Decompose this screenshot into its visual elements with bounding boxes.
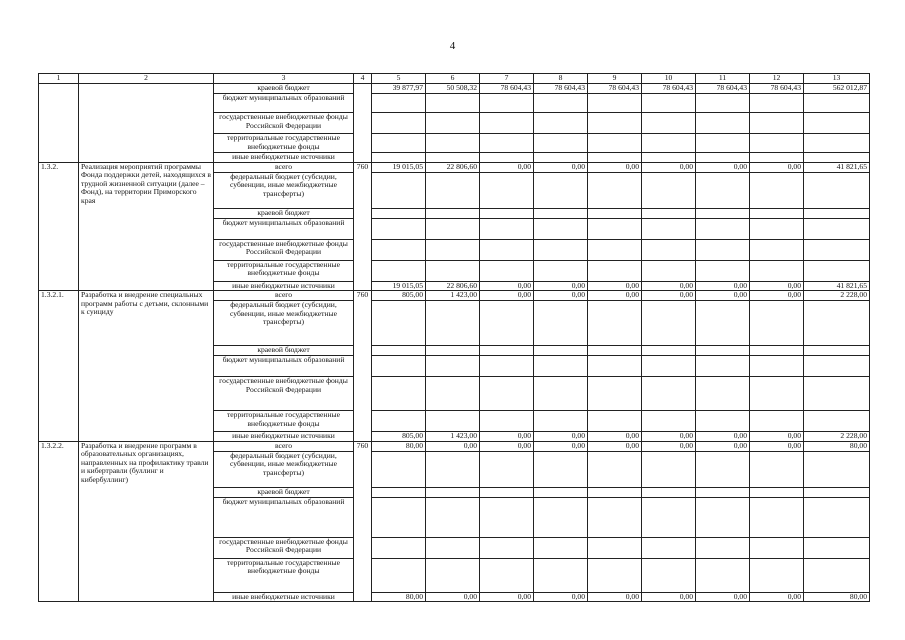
total-value bbox=[804, 356, 870, 377]
column-header: 2 bbox=[79, 74, 214, 84]
total-value bbox=[804, 94, 870, 113]
total-value: 41 821,65 bbox=[804, 162, 870, 172]
column-header: 9 bbox=[588, 74, 642, 84]
year-value bbox=[372, 487, 426, 497]
year-value bbox=[426, 558, 480, 592]
column-header: 1 bbox=[39, 74, 79, 84]
year-value bbox=[372, 239, 426, 260]
total-value bbox=[804, 497, 870, 537]
funding-source: краевой бюджет bbox=[214, 346, 354, 356]
year-value bbox=[372, 260, 426, 281]
year-value bbox=[480, 153, 534, 163]
year-value bbox=[534, 558, 588, 592]
year-value bbox=[750, 260, 804, 281]
total-value: 2 228,00 bbox=[804, 291, 870, 301]
year-value bbox=[750, 537, 804, 558]
year-value: 805,00 bbox=[372, 432, 426, 442]
total-value bbox=[804, 218, 870, 239]
total-value bbox=[804, 537, 870, 558]
item-code bbox=[39, 84, 79, 163]
total-value: 562 012,87 bbox=[804, 84, 870, 94]
year-value bbox=[696, 239, 750, 260]
year-value: 80,00 bbox=[372, 441, 426, 451]
table-row bbox=[39, 441, 870, 451]
total-value bbox=[804, 208, 870, 218]
total-value bbox=[804, 239, 870, 260]
year-value bbox=[642, 487, 696, 497]
year-value: 78 604,43 bbox=[750, 84, 804, 94]
year-value bbox=[696, 208, 750, 218]
year-value: 1 423,00 bbox=[426, 291, 480, 301]
year-value: 0,00 bbox=[642, 291, 696, 301]
year-value bbox=[534, 153, 588, 163]
year-value: 0,00 bbox=[696, 291, 750, 301]
year-value: 0,00 bbox=[480, 441, 534, 451]
year-value bbox=[588, 113, 642, 134]
year-value bbox=[480, 487, 534, 497]
year-value bbox=[372, 113, 426, 134]
year-value bbox=[426, 172, 480, 208]
year-value bbox=[588, 260, 642, 281]
year-value bbox=[426, 346, 480, 356]
year-value bbox=[642, 239, 696, 260]
year-value: 0,00 bbox=[534, 441, 588, 451]
year-value bbox=[588, 497, 642, 537]
item-title: Разработка и внедрение программ в образовательных организациях, направленных на профилактику травли и кибертравли (буллинг и кибербуллинг) bbox=[79, 441, 214, 602]
year-value bbox=[426, 218, 480, 239]
year-value bbox=[426, 94, 480, 113]
year-value bbox=[642, 451, 696, 487]
year-value: 1 423,00 bbox=[426, 432, 480, 442]
year-value: 0,00 bbox=[534, 281, 588, 291]
column-header: 4 bbox=[354, 74, 372, 84]
year-value bbox=[534, 301, 588, 346]
year-value bbox=[588, 356, 642, 377]
year-value bbox=[750, 346, 804, 356]
year-value: 0,00 bbox=[696, 281, 750, 291]
year-value bbox=[534, 537, 588, 558]
year-value: 0,00 bbox=[642, 162, 696, 172]
year-value: 0,00 bbox=[642, 432, 696, 442]
year-value: 0,00 bbox=[588, 592, 642, 602]
total-value: 2 228,00 bbox=[804, 432, 870, 442]
total-value bbox=[804, 260, 870, 281]
funding-source: территориальные государственные внебюджетные фонды bbox=[214, 411, 354, 432]
year-value: 0,00 bbox=[480, 162, 534, 172]
year-value: 0,00 bbox=[534, 291, 588, 301]
year-value bbox=[588, 346, 642, 356]
year-value bbox=[750, 301, 804, 346]
item-title: Разработка и внедрение специальных программ работы с детьми, склонными к суициду bbox=[79, 291, 214, 442]
year-value: 0,00 bbox=[588, 291, 642, 301]
year-value bbox=[750, 218, 804, 239]
year-value: 80,00 bbox=[372, 592, 426, 602]
year-value bbox=[480, 239, 534, 260]
total-value bbox=[804, 134, 870, 153]
funding-source: государственные внебюджетные фонды Российской Федерации bbox=[214, 377, 354, 411]
year-value bbox=[534, 134, 588, 153]
year-value bbox=[372, 497, 426, 537]
table-body bbox=[39, 84, 870, 602]
column-header: 12 bbox=[750, 74, 804, 84]
year-value bbox=[696, 451, 750, 487]
year-value bbox=[642, 377, 696, 411]
year-value: 78 604,43 bbox=[534, 84, 588, 94]
year-value: 0,00 bbox=[480, 592, 534, 602]
year-value: 0,00 bbox=[696, 432, 750, 442]
year-value bbox=[480, 346, 534, 356]
year-value bbox=[372, 451, 426, 487]
year-value bbox=[534, 346, 588, 356]
year-value bbox=[588, 218, 642, 239]
year-value: 0,00 bbox=[750, 291, 804, 301]
year-value bbox=[426, 301, 480, 346]
total-value bbox=[804, 377, 870, 411]
page-number: 4 bbox=[449, 40, 456, 52]
funding-source: государственные внебюджетные фонды Российской Федерации bbox=[214, 239, 354, 260]
column-header: 7 bbox=[480, 74, 534, 84]
column-header: 13 bbox=[804, 74, 870, 84]
year-value: 0,00 bbox=[750, 162, 804, 172]
year-value bbox=[696, 301, 750, 346]
year-value: 50 508,32 bbox=[426, 84, 480, 94]
year-value bbox=[480, 94, 534, 113]
year-value bbox=[426, 239, 480, 260]
year-value bbox=[696, 346, 750, 356]
year-value bbox=[426, 487, 480, 497]
year-value bbox=[642, 356, 696, 377]
year-value bbox=[750, 356, 804, 377]
year-value bbox=[696, 377, 750, 411]
funding-source: всего bbox=[214, 291, 354, 301]
total-value bbox=[804, 411, 870, 432]
year-value bbox=[480, 558, 534, 592]
year-value bbox=[372, 558, 426, 592]
total-value bbox=[804, 487, 870, 497]
year-value bbox=[750, 153, 804, 163]
year-value: 19 015,05 bbox=[372, 281, 426, 291]
year-value bbox=[426, 537, 480, 558]
year-value bbox=[480, 356, 534, 377]
year-value: 0,00 bbox=[696, 441, 750, 451]
item-title bbox=[79, 84, 214, 163]
total-value: 41 821,65 bbox=[804, 281, 870, 291]
year-value bbox=[426, 134, 480, 153]
column-header: 8 bbox=[534, 74, 588, 84]
year-value bbox=[372, 153, 426, 163]
year-value: 805,00 bbox=[372, 291, 426, 301]
year-value bbox=[372, 411, 426, 432]
year-value bbox=[588, 451, 642, 487]
year-value bbox=[534, 356, 588, 377]
year-value bbox=[372, 301, 426, 346]
year-value: 0,00 bbox=[750, 432, 804, 442]
year-value bbox=[750, 487, 804, 497]
year-value: 0,00 bbox=[588, 162, 642, 172]
year-value bbox=[696, 487, 750, 497]
year-value bbox=[480, 411, 534, 432]
year-value bbox=[696, 260, 750, 281]
year-value bbox=[534, 94, 588, 113]
funding-source: краевой бюджет bbox=[214, 208, 354, 218]
ministry-code bbox=[354, 84, 372, 163]
table-header-row bbox=[39, 74, 870, 84]
year-value bbox=[588, 377, 642, 411]
year-value bbox=[534, 218, 588, 239]
year-value bbox=[696, 134, 750, 153]
year-value bbox=[372, 537, 426, 558]
year-value bbox=[480, 377, 534, 411]
year-value: 0,00 bbox=[534, 162, 588, 172]
year-value: 0,00 bbox=[588, 281, 642, 291]
year-value bbox=[696, 356, 750, 377]
year-value bbox=[534, 172, 588, 208]
year-value bbox=[642, 218, 696, 239]
funding-source: иные внебюджетные источники bbox=[214, 592, 354, 602]
year-value bbox=[588, 301, 642, 346]
table-row bbox=[39, 291, 870, 301]
year-value bbox=[480, 218, 534, 239]
year-value bbox=[588, 94, 642, 113]
year-value bbox=[534, 239, 588, 260]
year-value bbox=[480, 134, 534, 153]
year-value bbox=[426, 153, 480, 163]
year-value bbox=[534, 497, 588, 537]
year-value bbox=[534, 208, 588, 218]
year-value bbox=[534, 377, 588, 411]
year-value bbox=[426, 377, 480, 411]
year-value bbox=[750, 134, 804, 153]
year-value: 0,00 bbox=[426, 441, 480, 451]
total-value bbox=[804, 558, 870, 592]
funding-source: бюджет муниципальных образований bbox=[214, 356, 354, 377]
year-value: 0,00 bbox=[480, 291, 534, 301]
year-value bbox=[642, 134, 696, 153]
total-value bbox=[804, 153, 870, 163]
year-value bbox=[372, 356, 426, 377]
year-value bbox=[642, 497, 696, 537]
year-value bbox=[534, 260, 588, 281]
year-value bbox=[642, 558, 696, 592]
funding-source: бюджет муниципальных образований bbox=[214, 497, 354, 537]
year-value bbox=[480, 497, 534, 537]
year-value bbox=[426, 208, 480, 218]
year-value bbox=[534, 113, 588, 134]
year-value bbox=[642, 208, 696, 218]
funding-source: иные внебюджетные источники bbox=[214, 281, 354, 291]
year-value: 78 604,43 bbox=[588, 84, 642, 94]
total-value bbox=[804, 346, 870, 356]
year-value bbox=[372, 346, 426, 356]
year-value: 0,00 bbox=[642, 441, 696, 451]
year-value bbox=[696, 94, 750, 113]
total-value bbox=[804, 113, 870, 134]
year-value: 39 877,97 bbox=[372, 84, 426, 94]
year-value bbox=[534, 451, 588, 487]
year-value bbox=[750, 94, 804, 113]
year-value bbox=[426, 356, 480, 377]
year-value bbox=[588, 537, 642, 558]
year-value bbox=[696, 497, 750, 537]
year-value: 0,00 bbox=[534, 432, 588, 442]
year-value: 0,00 bbox=[480, 281, 534, 291]
year-value bbox=[750, 172, 804, 208]
year-value bbox=[750, 411, 804, 432]
year-value bbox=[426, 411, 480, 432]
funding-source: государственные внебюджетные фонды Российской Федерации bbox=[214, 537, 354, 558]
year-value bbox=[480, 260, 534, 281]
ministry-code: 760 bbox=[354, 162, 372, 291]
funding-source: всего bbox=[214, 162, 354, 172]
funding-source: территориальные государственные внебюджетные фонды bbox=[214, 260, 354, 281]
year-value: 78 604,43 bbox=[696, 84, 750, 94]
year-value bbox=[372, 218, 426, 239]
year-value bbox=[642, 346, 696, 356]
year-value bbox=[750, 558, 804, 592]
year-value bbox=[480, 301, 534, 346]
year-value bbox=[372, 208, 426, 218]
total-value: 80,00 bbox=[804, 441, 870, 451]
funding-source: краевой бюджет bbox=[214, 487, 354, 497]
year-value: 0,00 bbox=[696, 162, 750, 172]
year-value bbox=[372, 172, 426, 208]
year-value: 0,00 bbox=[426, 592, 480, 602]
year-value bbox=[588, 208, 642, 218]
year-value bbox=[642, 172, 696, 208]
item-code: 1.3.2.2. bbox=[39, 441, 79, 602]
year-value bbox=[588, 172, 642, 208]
year-value bbox=[588, 487, 642, 497]
year-value bbox=[750, 497, 804, 537]
item-title: Реализация мероприятий программы Фонда поддержки детей, находящихся в трудной жизненной ситуации (далее – Фонд), на территории Приморского края bbox=[79, 162, 214, 291]
year-value bbox=[642, 260, 696, 281]
year-value bbox=[480, 113, 534, 134]
table-row bbox=[39, 84, 870, 94]
year-value: 78 604,43 bbox=[480, 84, 534, 94]
year-value bbox=[696, 153, 750, 163]
year-value bbox=[372, 94, 426, 113]
item-code: 1.3.2. bbox=[39, 162, 79, 291]
funding-source: иные внебюджетные источники bbox=[214, 432, 354, 442]
year-value bbox=[696, 537, 750, 558]
year-value bbox=[426, 113, 480, 134]
table-row bbox=[39, 162, 870, 172]
year-value bbox=[426, 497, 480, 537]
year-value bbox=[480, 451, 534, 487]
funding-source: всего bbox=[214, 441, 354, 451]
year-value bbox=[642, 113, 696, 134]
year-value bbox=[588, 558, 642, 592]
year-value: 0,00 bbox=[480, 432, 534, 442]
year-value bbox=[750, 377, 804, 411]
year-value bbox=[642, 153, 696, 163]
column-header: 11 bbox=[696, 74, 750, 84]
year-value: 22 806,60 bbox=[426, 162, 480, 172]
year-value bbox=[642, 411, 696, 432]
year-value bbox=[426, 451, 480, 487]
year-value bbox=[588, 411, 642, 432]
year-value: 0,00 bbox=[534, 592, 588, 602]
funding-source: федеральный бюджет (субсидии, субвенции, иные межбюджетные трансферты) bbox=[214, 301, 354, 346]
total-value bbox=[804, 301, 870, 346]
year-value bbox=[534, 411, 588, 432]
total-value bbox=[804, 172, 870, 208]
year-value: 0,00 bbox=[588, 432, 642, 442]
year-value: 78 604,43 bbox=[642, 84, 696, 94]
year-value: 0,00 bbox=[750, 281, 804, 291]
year-value: 0,00 bbox=[696, 592, 750, 602]
column-header: 3 bbox=[214, 74, 354, 84]
item-code: 1.3.2.1. bbox=[39, 291, 79, 442]
year-value bbox=[588, 153, 642, 163]
budget-table bbox=[38, 73, 870, 602]
year-value bbox=[642, 537, 696, 558]
funding-source: федеральный бюджет (субсидии, субвенции, иные межбюджетные трансферты) bbox=[214, 451, 354, 487]
funding-source: краевой бюджет bbox=[214, 84, 354, 94]
year-value: 0,00 bbox=[642, 281, 696, 291]
year-value bbox=[372, 377, 426, 411]
funding-source: иные внебюджетные источники bbox=[214, 153, 354, 163]
year-value bbox=[696, 411, 750, 432]
year-value: 0,00 bbox=[642, 592, 696, 602]
year-value bbox=[642, 94, 696, 113]
total-value bbox=[804, 451, 870, 487]
year-value bbox=[480, 537, 534, 558]
column-header: 5 bbox=[372, 74, 426, 84]
funding-source: федеральный бюджет (субсидии, субвенции, иные межбюджетные трансферты) bbox=[214, 172, 354, 208]
year-value bbox=[696, 172, 750, 208]
year-value bbox=[696, 558, 750, 592]
year-value bbox=[642, 301, 696, 346]
year-value bbox=[480, 208, 534, 218]
year-value bbox=[534, 487, 588, 497]
year-value: 0,00 bbox=[750, 441, 804, 451]
year-value: 0,00 bbox=[588, 441, 642, 451]
total-value: 80,00 bbox=[804, 592, 870, 602]
funding-source: территориальные государственные внебюджетные фонды bbox=[214, 134, 354, 153]
funding-source: территориальные государственные внебюджетные фонды bbox=[214, 558, 354, 592]
year-value bbox=[588, 134, 642, 153]
year-value bbox=[696, 113, 750, 134]
year-value: 0,00 bbox=[750, 592, 804, 602]
year-value bbox=[750, 239, 804, 260]
year-value bbox=[750, 451, 804, 487]
ministry-code: 760 bbox=[354, 291, 372, 442]
funding-source: бюджет муниципальных образований bbox=[214, 94, 354, 113]
year-value bbox=[750, 208, 804, 218]
year-value bbox=[750, 113, 804, 134]
year-value bbox=[588, 239, 642, 260]
year-value bbox=[426, 260, 480, 281]
year-value bbox=[480, 172, 534, 208]
ministry-code: 760 bbox=[354, 441, 372, 602]
funding-source: государственные внебюджетные фонды Российской Федерации bbox=[214, 113, 354, 134]
funding-source: бюджет муниципальных образований bbox=[214, 218, 354, 239]
year-value: 22 806,60 bbox=[426, 281, 480, 291]
column-header: 10 bbox=[642, 74, 696, 84]
year-value bbox=[696, 218, 750, 239]
column-header: 6 bbox=[426, 74, 480, 84]
year-value bbox=[372, 134, 426, 153]
year-value: 19 015,05 bbox=[372, 162, 426, 172]
